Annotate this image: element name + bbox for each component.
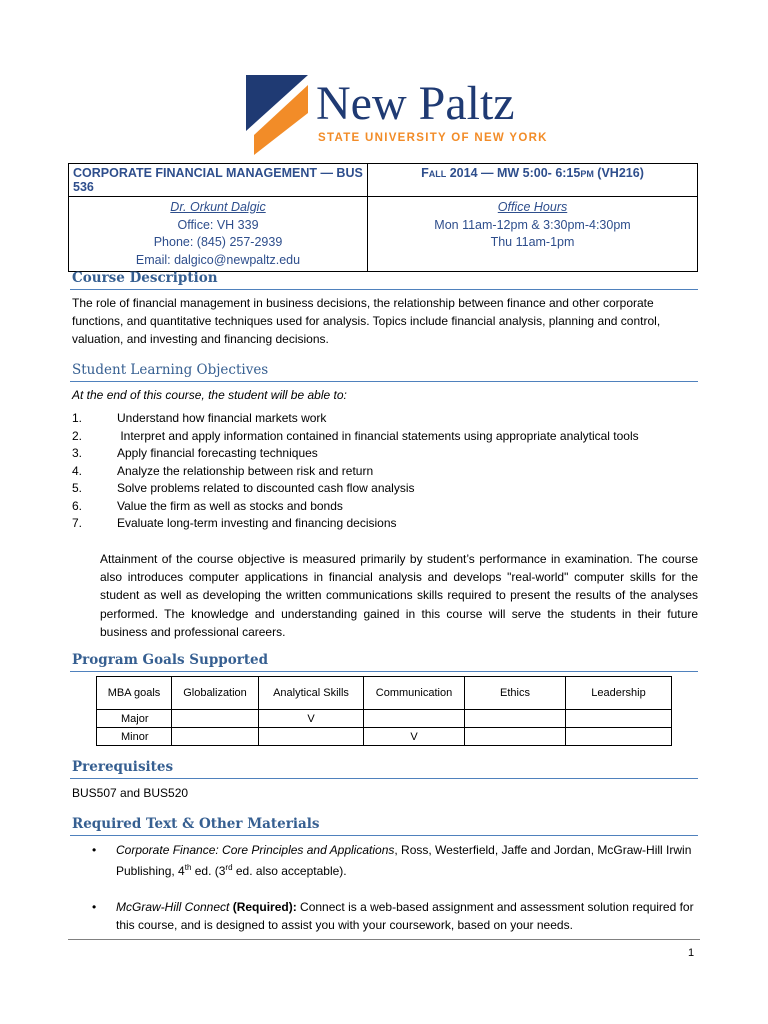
item-number: 2. bbox=[72, 428, 83, 443]
table-cell bbox=[259, 728, 364, 746]
list-item bbox=[72, 515, 639, 533]
item-text: Evaluate long-term investing and financing decisions bbox=[117, 516, 397, 530]
item-text: Value the firm as well as stocks and bonds bbox=[117, 498, 343, 513]
office-hours-cell bbox=[368, 197, 698, 272]
office-hours-title: Office Hours bbox=[497, 200, 568, 214]
logo-name: New Paltz bbox=[316, 77, 515, 130]
item-text: Apply financial forecasting techniques bbox=[117, 446, 318, 460]
edition-suffix: th bbox=[184, 863, 192, 872]
office-hours-line1: Mon 11am-12pm & 3:30pm-4:30pm bbox=[434, 217, 631, 232]
new-paltz-logo-mark bbox=[246, 75, 308, 155]
section-divider bbox=[70, 289, 698, 290]
course-term bbox=[368, 164, 698, 197]
materials-list bbox=[72, 841, 698, 934]
textbook-details: , Ross, Westerfield, Jaffe and Jordan, McGraw-Hill Irwin Publishing, 4 bbox=[116, 843, 692, 878]
office-hours-line2: Thu 11am-1pm bbox=[490, 235, 575, 249]
edition-suffix: rd bbox=[225, 863, 233, 872]
page-number: 1 bbox=[688, 947, 695, 959]
table-cell bbox=[172, 710, 259, 728]
table-cell bbox=[465, 728, 566, 746]
row-label: Minor bbox=[97, 728, 172, 746]
prerequisites-heading: Prerequisites bbox=[72, 759, 174, 775]
instructor-phone: Phone: (845) 257-2939 bbox=[153, 235, 283, 249]
section-divider bbox=[70, 671, 698, 672]
item-number: 4. bbox=[72, 463, 83, 478]
item-text: Understand how financial markets work bbox=[117, 411, 327, 425]
row-label: Major bbox=[97, 710, 172, 728]
attainment-paragraph: Attainment of the course objective is measured primarily by student’s performance in examination. The course also introduces computer applications in financial analysis and develops "real-world" computer skills for the student as well as developing the written communications skills required to present the results of the analyses performed. The knowledge and understanding gained in this course will serve the students in their future business and professional careers. bbox=[100, 552, 698, 639]
list-item bbox=[72, 898, 698, 934]
materials-heading: Required Text & Other Materials bbox=[72, 816, 320, 832]
goals-column-header: MBA goals bbox=[97, 677, 172, 710]
item-number: 3. bbox=[72, 446, 83, 460]
connect-description: Connect is a web-based assignment and assessment solution required for this course, and is designed to assist you with your coursework, based on your needs. bbox=[116, 900, 694, 932]
course-description-text bbox=[72, 294, 698, 348]
course-header-table bbox=[68, 163, 698, 272]
objectives-intro: At the end of this course, the student will be able to: bbox=[72, 388, 347, 402]
item-text: Interpret and apply information contained in financial statements using appropriate analytical tools bbox=[117, 428, 639, 443]
item-text: Solve problems related to discounted cash flow analysis bbox=[117, 481, 415, 495]
goals-column-header: Globalization bbox=[172, 677, 259, 710]
list-item bbox=[72, 841, 698, 880]
description-line-3: valuation, and investing and financing decisions. bbox=[72, 332, 329, 346]
table-row bbox=[97, 728, 672, 746]
list-item bbox=[72, 445, 639, 463]
section-divider bbox=[70, 381, 698, 382]
table-row bbox=[97, 710, 672, 728]
instructor-cell bbox=[69, 197, 368, 272]
item-number: 7. bbox=[72, 516, 83, 530]
goals-column-header: Ethics bbox=[465, 677, 566, 710]
textbook-edition-end: ed. also acceptable). bbox=[232, 864, 347, 878]
term-text: Fall 2014 — MW 5:00- 6:15pm (VH216) bbox=[421, 166, 644, 180]
list-item bbox=[72, 463, 639, 481]
description-line-2: functions, and quantitative techniques used for analysis. Topics include financial analysis, planning and control, bbox=[72, 314, 661, 328]
description-line-1: The role of financial management in business decisions, the relationship between finance and other corporate bbox=[72, 296, 654, 310]
goals-column-header: Analytical Skills bbox=[259, 677, 364, 710]
logo-subtitle: STATE UNIVERSITY OF NEW YORK bbox=[318, 132, 548, 144]
goals-column-header: Communication bbox=[364, 677, 465, 710]
table-cell: V bbox=[259, 710, 364, 728]
table-cell bbox=[566, 710, 672, 728]
list-item bbox=[72, 498, 639, 516]
table-cell bbox=[465, 710, 566, 728]
program-goals-heading: Program Goals Supported bbox=[72, 652, 269, 668]
objectives-heading: Student Learning Objectives bbox=[72, 362, 269, 378]
course-title: CORPORATE FINANCIAL MANAGEMENT — BUS 536 bbox=[69, 164, 368, 197]
footer-divider bbox=[68, 939, 700, 940]
list-item bbox=[72, 428, 639, 446]
item-number: 5. bbox=[72, 481, 83, 495]
table-cell: V bbox=[364, 728, 465, 746]
bullet-icon: • bbox=[92, 900, 97, 914]
section-divider bbox=[70, 835, 698, 836]
table-cell bbox=[566, 728, 672, 746]
prerequisites-text: BUS507 and BUS520 bbox=[72, 786, 189, 800]
table-cell bbox=[364, 710, 465, 728]
connect-title: McGraw-Hill Connect bbox=[116, 900, 230, 914]
instructor-office: Office: VH 339 bbox=[177, 217, 259, 232]
table-cell bbox=[172, 728, 259, 746]
textbook-edition-text: ed. (3 bbox=[191, 864, 226, 878]
objectives-list bbox=[72, 410, 639, 533]
instructor-email[interactable]: Email: dalgico@newpaltz.edu bbox=[135, 252, 301, 267]
program-goals-table bbox=[96, 676, 672, 746]
item-number: 1. bbox=[72, 411, 83, 425]
course-description-heading: Course Description bbox=[72, 270, 218, 286]
section-divider bbox=[70, 778, 698, 779]
item-number: 6. bbox=[72, 498, 83, 513]
list-item bbox=[72, 480, 639, 498]
textbook-title: Corporate Finance: Core Principles and Applications bbox=[116, 843, 395, 857]
goals-column-header: Leadership bbox=[566, 677, 672, 710]
list-item bbox=[72, 410, 639, 428]
item-text: Analyze the relationship between risk and return bbox=[117, 463, 374, 478]
connect-required: (Required): bbox=[229, 900, 297, 914]
bullet-icon: • bbox=[92, 843, 97, 857]
instructor-name: Dr. Orkunt Dalgic bbox=[170, 200, 266, 214]
